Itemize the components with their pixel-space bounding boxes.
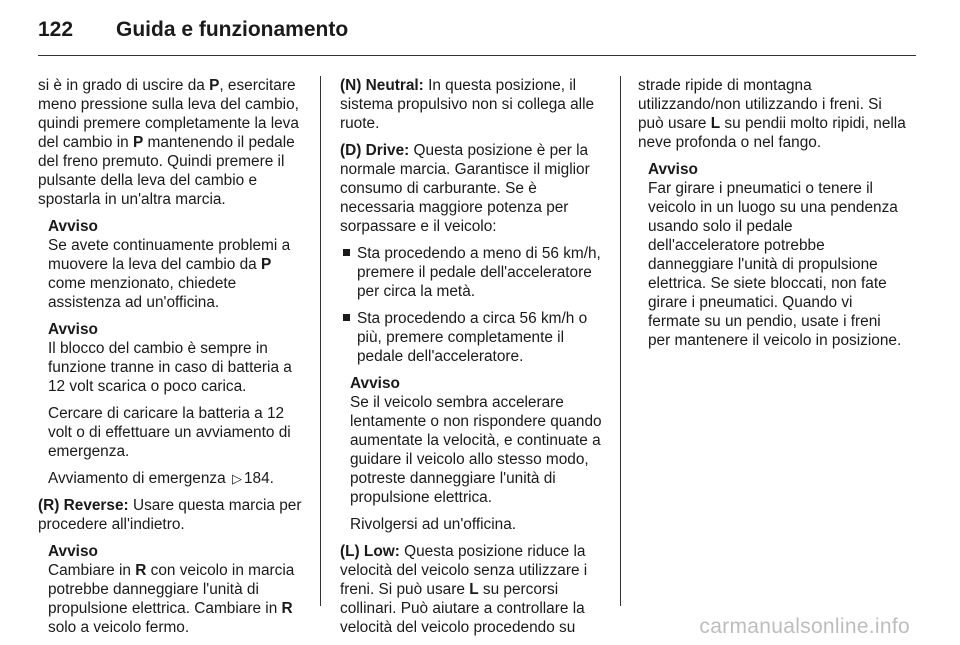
notice-reverse: Avviso Cambiare in R con veicolo in marcia potrebbe danneggiare l'unità di propulsione elettrica. Cambiare in R solo a veicolo fermo. [48, 542, 306, 637]
notice-acceleration [350, 374, 602, 534]
notice-title: Avviso [48, 543, 98, 560]
watermark: carmanualsonline.info [699, 615, 910, 638]
notice-title: Avviso [48, 321, 98, 338]
paragraph-reverse: (R) Reverse: Usare questa marcia per procedere all'indietro. [38, 497, 302, 533]
notice-text: Cercare di caricare la batteria a 12 volt o di effettuare un avviamento di emergenza. [48, 405, 291, 460]
notice-shift-lock [48, 320, 306, 488]
notice-title: Avviso [648, 161, 698, 178]
notice-text: Il blocco del cambio è sempre in funzione tranne in caso di batteria a 12 volt scarica o poco carica. [48, 340, 292, 395]
paragraph-neutral: (N) Neutral: In questa posizione, il sistema propulsivo non si collega alle ruote. [340, 77, 595, 132]
column-divider-1 [320, 76, 321, 606]
list-item: Sta procedendo a circa 56 km/h o più, premere completamente il pedale dell'acceleratore. [340, 309, 602, 366]
paragraph-low: (L) Low: Questa posizione riduce la velocità del veicolo senza utilizzare i freni. Si può usare L su percorsi collinari. Può aiutare a controllare la velocità del veicolo procedendo su [340, 543, 588, 636]
cross-reference[interactable]: Avviamento di emergenza ▷ 184. [48, 470, 274, 487]
notice-title: Avviso [48, 218, 98, 235]
bullet-square-icon [343, 249, 350, 256]
page-header [38, 14, 916, 54]
notice-text: Se il veicolo sembra accelerare lentamente o non rispondere quando aumentate la velocità, e continuate a guidare il veicolo allo stesso modo, potreste danneggiare l'unità di propulsione elettrica. [350, 394, 602, 506]
paragraph-low-continued: strade ripide di montagna utilizzando/non utilizzando i freni. Si può usare L su pendii molto ripidi, nella neve profonda o nel fango. [638, 77, 906, 151]
header-divider [38, 55, 916, 56]
arrow-right-icon: ▷ [231, 471, 242, 486]
notice-shift-problem: Avviso Se avete continuamente problemi a muovere la leva del cambio da P come menzionato, chiedete assistenza ad un'officina. [48, 217, 306, 312]
column-divider-2 [620, 76, 621, 606]
column-2 [340, 76, 602, 645]
section-title: Guida e funzionamento [116, 18, 349, 41]
page-number: 122 [38, 18, 74, 41]
paragraph-drive: (D) Drive: Questa posizione è per la normale marcia. Garantisce il miglior consumo di carburante. Se è necessaria maggiore potenza per sorpassare e il veicolo: [340, 142, 590, 235]
paragraph-exit-park: si è in grado di uscire da P, esercitare meno pressione sulla leva del cambio, quindi premere completamente la leva del cambio in P mantenendo il pedale del freno premuto. Quindi premere il pulsante della leva del cambio e spostarla in un'altra marcia. [38, 77, 299, 208]
column-3 [638, 76, 906, 358]
list-item: Sta procedendo a meno di 56 km/h, premere il pedale dell'acceleratore per circa la metà. [340, 244, 602, 301]
bullet-square-icon [343, 314, 350, 321]
notice-title: Avviso [350, 375, 400, 392]
notice-tire-spin: Avviso Far girare i pneumatici o tenere il veicolo in un luogo su una pendenza usando solo il pedale dell'acceleratore potrebbe danneggiare l'unità di propulsione elettrica. Se siete bloccati, non fate girare i pneumatici. Quando vi fermate su un pendio, usate i freni per mantenere il veicolo in posizione. [648, 160, 906, 350]
column-1 [38, 76, 306, 645]
notice-text: Rivolgersi ad un'officina. [350, 516, 517, 533]
